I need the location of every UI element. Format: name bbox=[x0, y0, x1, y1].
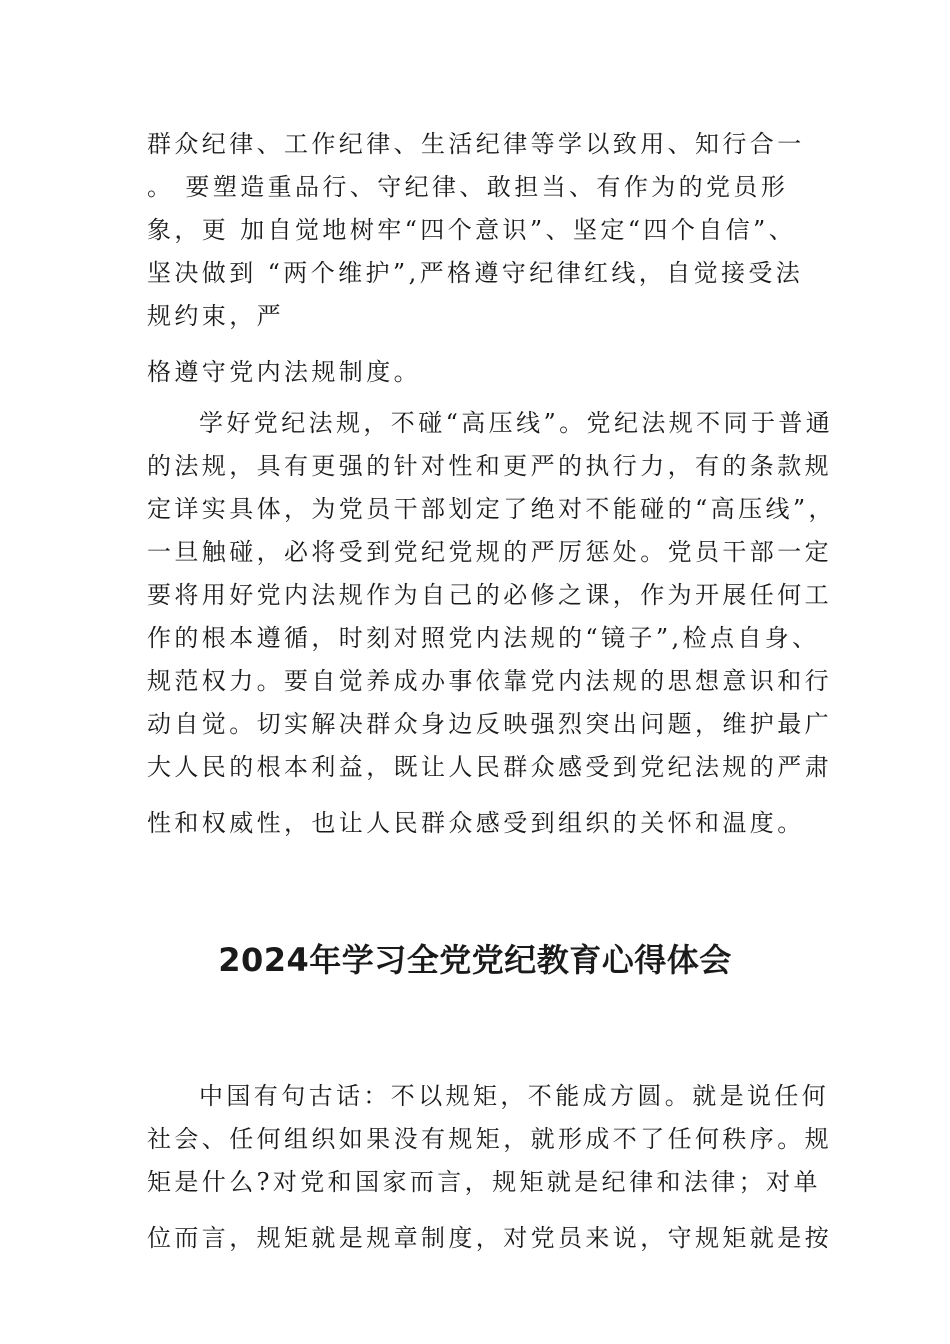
paragraph-line: 矩是什么?对党和国家而言，规矩就是纪律和法律；对单 bbox=[147, 1168, 821, 1196]
paragraph-line: 作的根本遵循，时刻对照党内法规的“镜子”,检点自身、 bbox=[147, 624, 820, 652]
paragraph-line: 规约束，严 bbox=[147, 302, 284, 330]
paragraph-line: 的法规，具有更强的针对性和更严的执行力，有的条款规 bbox=[147, 452, 832, 480]
paragraph-line: 格遵守党内法规制度。 bbox=[147, 358, 421, 386]
paragraph-line: 性和权威性，也让人民群众感受到组织的关怀和温度。 bbox=[147, 809, 805, 837]
paragraph-line: 象，更 加自觉地树牢“四个意识”、坚定“四个自信”、 bbox=[147, 216, 797, 244]
paragraph-line: 动自觉。切实解决群众身边反映强烈突出问题，维护最广 bbox=[147, 710, 832, 738]
paragraph-line: 社会、任何组织如果没有规矩，就形成不了任何秩序。规 bbox=[147, 1125, 832, 1153]
paragraph-line: 坚决做到 “两个维护”,严格遵守纪律红线，自觉接受法 bbox=[147, 259, 804, 287]
paragraph-line: 。 要塑造重品行、守纪律、敢担当、有作为的党员形 bbox=[147, 173, 789, 201]
paragraph-line: 一旦触碰，必将受到党纪党规的严厉惩处。党员干部一定 bbox=[147, 538, 832, 566]
paragraph-line: 大人民的根本利益，既让人民群众感受到党纪法规的严肃 bbox=[147, 753, 832, 781]
document-title: 2024年学习全党党纪教育心得体会 bbox=[218, 941, 732, 979]
paragraph-line: 要将用好党内法规作为自己的必修之课，作为开展任何工 bbox=[147, 581, 832, 609]
paragraph-first-line: 学好党纪法规，不碰“高压线”。党纪法规不同于普通 bbox=[199, 409, 834, 437]
paragraph-first-line: 中国有句古话：不以规矩，不能成方圆。就是说任何 bbox=[199, 1082, 830, 1110]
paragraph-line: 位而言，规矩就是规章制度，对党员来说，守规矩就是按 bbox=[147, 1224, 832, 1252]
paragraph-line: 群众纪律、工作纪律、生活纪律等学以致用、知行合一 bbox=[147, 130, 805, 158]
paragraph-line: 定详实具体，为党员干部划定了绝对不能碰的“高压线”， bbox=[147, 495, 836, 523]
paragraph-line: 规范权力。要自觉养成办事依靠党内法规的思想意识和行 bbox=[147, 667, 832, 695]
